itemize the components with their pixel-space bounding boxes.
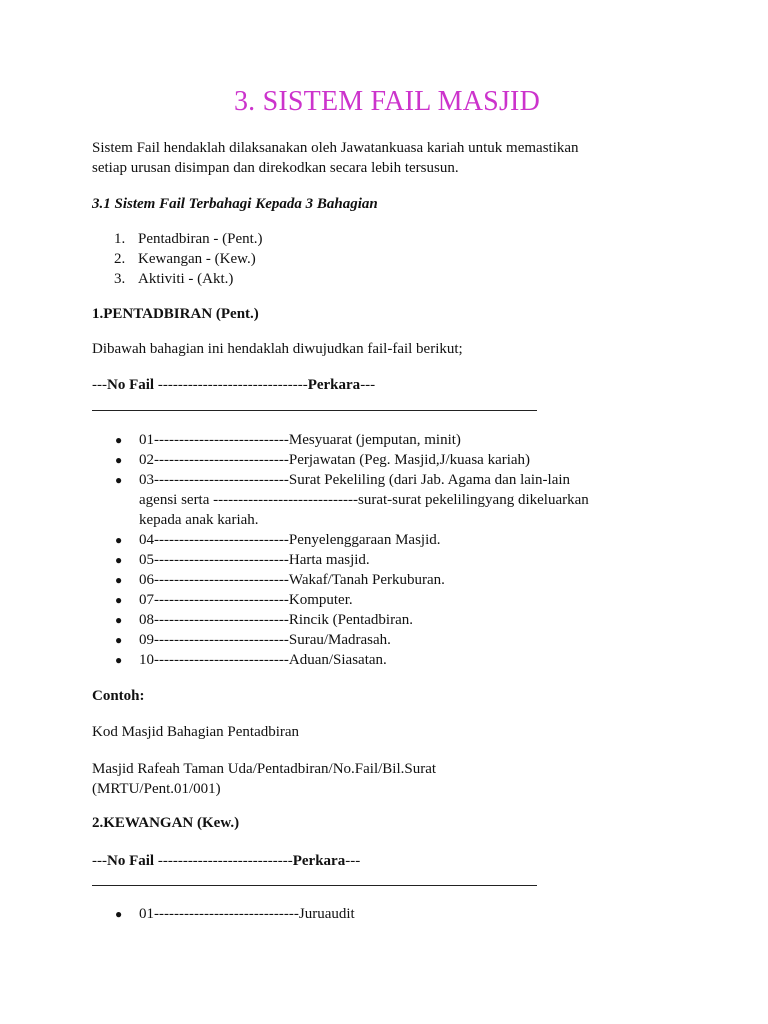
list-item-text: 09---------------------------Surau/Madrasah. xyxy=(139,632,391,648)
intro-line: Sistem Fail hendaklah dilaksanakan oleh Jawatankuasa kariah untuk memastikan xyxy=(92,140,579,156)
list-item xyxy=(92,450,589,470)
list-item xyxy=(92,904,355,924)
pentadbiran-description: Dibawah bahagian ini hendaklah diwujudkan fail-fail berikut; xyxy=(92,341,463,357)
bullet-icon: ● xyxy=(115,533,123,547)
list-item-text: 04---------------------------Penyelenggaraan Masjid. xyxy=(139,532,441,548)
list-item xyxy=(92,470,589,530)
divider-rule xyxy=(92,410,537,411)
header-no-fail: No Fail xyxy=(107,377,155,393)
list-item-text: 06---------------------------Wakaf/Tanah Perkuburan. xyxy=(139,572,445,588)
section-label: Pentadbiran - (Pent.) xyxy=(138,231,263,247)
bullet-icon: ● xyxy=(115,473,123,487)
kewangan-file-list xyxy=(92,904,355,924)
section-item xyxy=(92,269,263,289)
list-item-text: 03---------------------------Surat Pekeliling (dari Jab. Agama dan lain-lain xyxy=(139,472,571,488)
contoh-line: Masjid Rafeah Taman Uda/Pentadbiran/No.Fail/Bil.Surat xyxy=(92,761,437,777)
pentadbiran-file-list xyxy=(92,430,589,670)
list-item xyxy=(92,570,589,590)
list-item xyxy=(92,610,589,630)
bullet-icon: ● xyxy=(115,433,123,447)
list-item-text: 10---------------------------Aduan/Siasatan. xyxy=(139,652,387,668)
header-suffix: --- xyxy=(345,853,361,869)
section-number: 1. xyxy=(114,231,126,247)
header-perkara: Perkara xyxy=(292,853,346,869)
list-item xyxy=(92,630,589,650)
list-item xyxy=(92,550,589,570)
list-item-text: kepada anak kariah. xyxy=(139,512,259,528)
contoh-heading: Contoh: xyxy=(92,688,145,704)
section-number: 3. xyxy=(114,271,126,287)
kewangan-heading: 2.KEWANGAN (Kew.) xyxy=(92,815,240,831)
divider-rule xyxy=(92,885,537,886)
header-prefix: --- xyxy=(92,853,107,869)
sections-list xyxy=(92,229,263,289)
list-item-text: 02---------------------------Perjawatan (Peg. Masjid,J/kuasa kariah) xyxy=(139,452,531,468)
header-perkara: Perkara xyxy=(307,377,361,393)
page-title: 3. SISTEM FAIL MASJID xyxy=(233,86,540,117)
list-item-text: agensi serta -----------------------------surat-surat pekelilingyang dikeluarkan xyxy=(139,492,589,508)
bullet-icon: ● xyxy=(115,573,123,587)
bullet-icon: ● xyxy=(115,653,123,667)
contoh-kod: Kod Masjid Bahagian Pentadbiran xyxy=(92,724,300,740)
bullet-icon: ● xyxy=(115,613,123,627)
bullet-icon: ● xyxy=(115,453,123,467)
list-item xyxy=(92,650,589,670)
section-label: Kewangan - (Kew.) xyxy=(138,251,256,267)
header-suffix: --- xyxy=(360,377,376,393)
list-item xyxy=(92,430,589,450)
list-item-text: 07---------------------------Komputer. xyxy=(139,592,353,608)
contoh-line: (MRTU/Pent.01/001) xyxy=(92,781,221,797)
bullet-icon: ● xyxy=(115,553,123,567)
list-item xyxy=(92,530,589,550)
list-item-text: 01-----------------------------Juruaudit xyxy=(139,906,355,922)
header-dashes: --------------------------- xyxy=(154,853,293,869)
list-item-text: 05---------------------------Harta masjid. xyxy=(139,552,370,568)
section-item xyxy=(92,229,263,249)
contoh-example xyxy=(92,759,436,799)
list-item-text: 08---------------------------Rincik (Pentadbiran. xyxy=(139,612,414,628)
section-label: Aktiviti - (Akt.) xyxy=(138,271,234,287)
pentadbiran-heading: 1.PENTADBIRAN (Pent.) xyxy=(92,306,259,322)
kewangan-table-header xyxy=(92,851,360,871)
bullet-icon: ● xyxy=(115,633,123,647)
intro-line: setiap urusan disimpan dan direkodkan secara lebih tersusun. xyxy=(92,160,459,176)
bullet-icon: ● xyxy=(115,593,123,607)
header-dashes: ------------------------------ xyxy=(154,377,308,393)
subheading: 3.1 Sistem Fail Terbahagi Kepada 3 Bahagian xyxy=(92,196,378,212)
list-item-text: 01---------------------------Mesyuarat (jemputan, minit) xyxy=(139,432,461,448)
intro-paragraph xyxy=(92,138,579,178)
section-item xyxy=(92,249,263,269)
section-number: 2. xyxy=(114,251,126,267)
list-item xyxy=(92,590,589,610)
header-no-fail: No Fail xyxy=(107,853,155,869)
header-prefix: --- xyxy=(92,377,107,393)
bullet-icon: ● xyxy=(115,907,123,921)
pentadbiran-table-header xyxy=(92,375,375,395)
